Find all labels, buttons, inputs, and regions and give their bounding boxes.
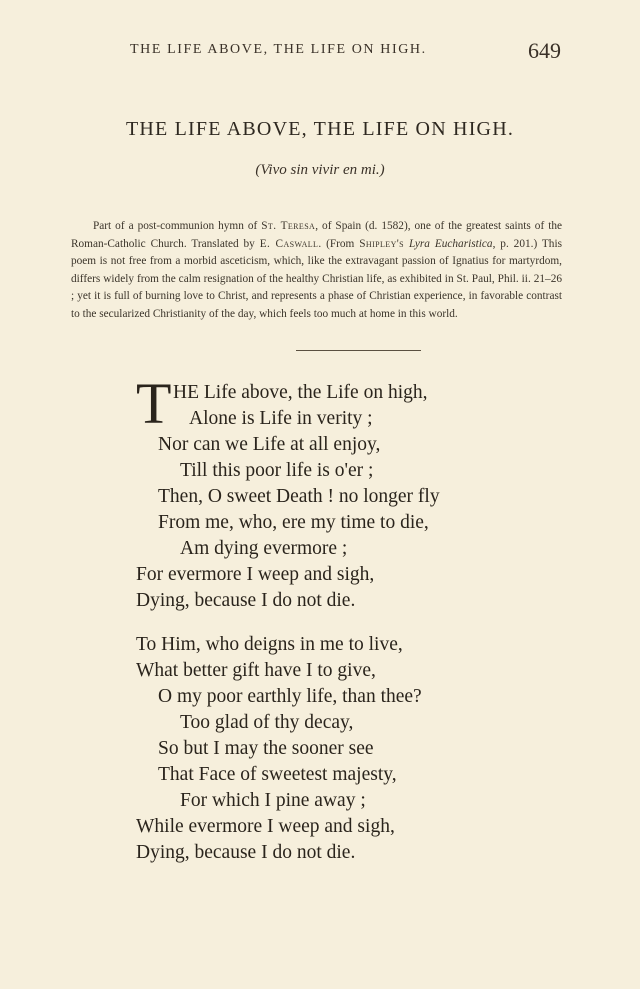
poem-line: Nor can we Life at all enjoy, <box>158 434 381 455</box>
poem-line: What better gift have I to give, <box>136 660 376 681</box>
intro-text: Part of a post-communion hymn of <box>93 220 262 232</box>
intro-text: , of Spain (d. 1582), one of the greatest saints of the Roman-Catholic Church. Translated by <box>71 220 562 250</box>
book-title: Lyra Eucharistica <box>408 237 493 250</box>
intro-note <box>71 218 562 324</box>
poem-title: THE LIFE ABOVE, THE LIFE ON HIGH. <box>125 118 515 140</box>
poem-line: Dying, because I do not die. <box>136 842 356 863</box>
running-title: THE LIFE ABOVE, THE LIFE ON HIGH. <box>130 42 427 57</box>
author-name: St. Teresa <box>261 220 316 232</box>
poem-line: Too glad of thy decay, <box>180 712 354 733</box>
editor-name: Shipley's <box>359 237 405 250</box>
poem-line: From me, who, ere my time to die, <box>158 512 429 533</box>
poem-line: So but I may the sooner see <box>158 738 374 759</box>
poem-line: Alone is Life in verity ; <box>189 408 373 429</box>
poem-line: For evermore I weep and sigh, <box>136 564 375 585</box>
running-head <box>0 38 640 62</box>
poem-line: While evermore I weep and sigh, <box>136 816 395 837</box>
poem-line: To Him, who deigns in me to live, <box>136 634 403 655</box>
poem-line: O my poor earthly life, than thee? <box>158 686 422 707</box>
poem-line: Am dying evermore ; <box>180 538 348 559</box>
drop-cap: T <box>136 371 172 436</box>
intro-text: , p. 201.) This poem is not free from a morbid asceticism, which, like the extravagant passion of Ignatius for martyrdom, differs widely from the calm resignation of the healthy Christian life, as exhibited in St. Paul, Phil. ii. 21–26 ; yet it is full of burning love to Christ, and represents a phase of Christian experience, in favorable contrast to the secularized Christianity of the day, which feels too much at home in this world. <box>71 237 562 320</box>
intro-text: . (From <box>318 237 360 250</box>
separator-rule <box>296 350 421 351</box>
poem-line: For which I pine away ; <box>180 790 366 811</box>
poem-line: HE Life above, the Life on high, <box>173 382 428 403</box>
poem-line: Till this poor life is o'er ; <box>180 460 374 481</box>
poem-subtitle: (Vivo sin vivir en mi.) <box>255 162 385 178</box>
page-number: 649 <box>528 38 561 63</box>
poem-line: Dying, because I do not die. <box>136 590 356 611</box>
poem-line: Then, O sweet Death ! no longer fly <box>158 486 440 507</box>
poem-line: That Face of sweetest majesty, <box>158 764 397 785</box>
translator-name: E. Caswall <box>259 237 319 250</box>
